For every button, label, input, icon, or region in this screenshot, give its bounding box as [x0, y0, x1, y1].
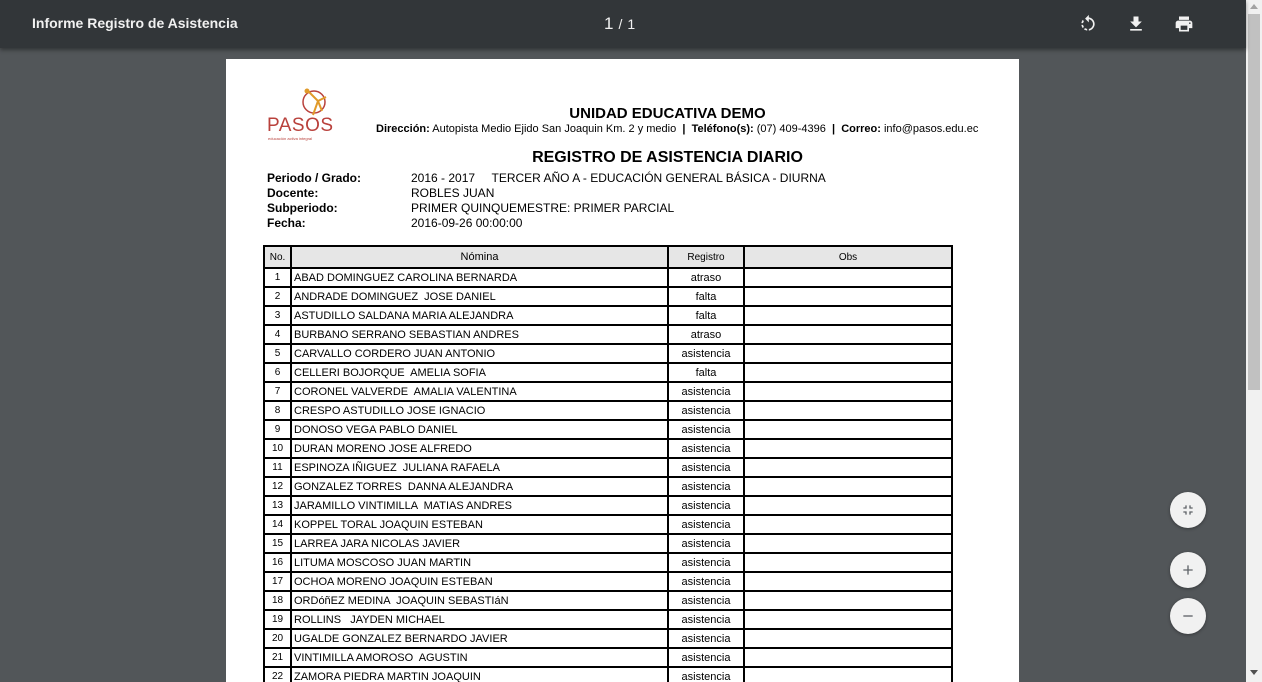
header-nomina: Nómina: [291, 246, 668, 268]
cell-no: 2: [264, 287, 291, 306]
download-button[interactable]: [1124, 12, 1148, 36]
cell-no: 7: [264, 382, 291, 401]
rotate-icon: [1078, 14, 1098, 34]
cell-obs: [744, 553, 952, 572]
cell-no: 19: [264, 610, 291, 629]
cell-obs: [744, 515, 952, 534]
fit-page-icon: [1180, 502, 1196, 518]
divider: |: [831, 123, 836, 135]
cell-nomina: ZAMORA PIEDRA MARTIN JOAQUIN: [291, 667, 668, 682]
cell-registro: falta: [668, 363, 744, 382]
attendance-table: [263, 245, 953, 682]
total-pages: 1: [627, 16, 636, 32]
cell-obs: [744, 477, 952, 496]
table-row: [264, 325, 952, 344]
meta-label: Docente:: [267, 186, 319, 200]
cell-nomina: BURBANO SERRANO SEBASTIAN ANDRES: [291, 325, 668, 344]
cell-obs: [744, 667, 952, 682]
cell-nomina: VINTIMILLA AMOROSO AGUSTIN: [291, 648, 668, 667]
zoom-out-button[interactable]: [1170, 598, 1206, 634]
meta-value: 2016-09-26 00:00:00: [411, 216, 523, 230]
cell-obs: [744, 382, 952, 401]
meta-value: PRIMER QUINQUEMESTRE: PRIMER PARCIAL: [411, 201, 675, 215]
table-header-row: [264, 246, 952, 268]
cell-nomina: GONZALEZ TORRES DANNA ALEJANDRA: [291, 477, 668, 496]
table-row: [264, 420, 952, 439]
cell-obs: [744, 401, 952, 420]
cell-nomina: LARREA JARA NICOLAS JAVIER: [291, 534, 668, 553]
cell-registro: asistencia: [668, 515, 744, 534]
header-no: No.: [264, 246, 291, 268]
table-row: [264, 382, 952, 401]
cell-no: 11: [264, 458, 291, 477]
cell-obs: [744, 572, 952, 591]
cell-no: 3: [264, 306, 291, 325]
cell-obs: [744, 325, 952, 344]
zoom-in-icon: [1180, 562, 1196, 578]
cell-obs: [744, 420, 952, 439]
download-icon: [1126, 14, 1146, 34]
document-title: Informe Registro de Asistencia: [32, 15, 238, 31]
table-body: [264, 268, 952, 682]
cell-registro: asistencia: [668, 382, 744, 401]
table-row: [264, 496, 952, 515]
pdf-toolbar: [0, 0, 1246, 48]
table-row: [264, 591, 952, 610]
cell-nomina: ASTUDILLO SALDANA MARIA ALEJANDRA: [291, 306, 668, 325]
cell-obs: [744, 439, 952, 458]
cell-obs: [744, 534, 952, 553]
cell-nomina: ANDRADE DOMINGUEZ JOSE DANIEL: [291, 287, 668, 306]
cell-nomina: LITUMA MOSCOSO JUAN MARTIN: [291, 553, 668, 572]
cell-nomina: ORDóñEZ MEDINA JOAQUIN SEBASTIáN: [291, 591, 668, 610]
print-icon: [1174, 14, 1194, 34]
cell-obs: [744, 591, 952, 610]
table-row: [264, 458, 952, 477]
cell-registro: asistencia: [668, 401, 744, 420]
cell-registro: falta: [668, 287, 744, 306]
cell-registro: atraso: [668, 268, 744, 287]
table-row: [264, 439, 952, 458]
table-row: [264, 268, 952, 287]
rotate-button[interactable]: [1076, 12, 1100, 36]
scrollbar-thumb[interactable]: [1248, 14, 1260, 390]
table-row: [264, 572, 952, 591]
table-row: [264, 477, 952, 496]
cell-nomina: ABAD DOMINGUEZ CAROLINA BERNARDA: [291, 268, 668, 287]
meta-value: 2016 - 2017 TERCER AÑO A - EDUCACIÓN GENERAL BÁSICA - DIURNA: [411, 171, 826, 185]
cell-no: 12: [264, 477, 291, 496]
logo-tagline: educación activa integral: [268, 136, 313, 141]
cell-no: 6: [264, 363, 291, 382]
cell-obs: [744, 610, 952, 629]
header-obs: Obs: [744, 246, 952, 268]
cell-registro: asistencia: [668, 648, 744, 667]
table-row: [264, 401, 952, 420]
zoom-out-icon: [1180, 608, 1196, 624]
cell-nomina: DURAN MORENO JOSE ALFREDO: [291, 439, 668, 458]
report-title: REGISTRO DE ASISTENCIA DIARIO: [532, 149, 803, 166]
meta-label: Subperiodo:: [267, 201, 338, 215]
cell-no: 17: [264, 572, 291, 591]
page-separator: /: [618, 16, 623, 32]
table-row: [264, 515, 952, 534]
table-row: [264, 610, 952, 629]
page-indicator: [604, 14, 635, 34]
cell-registro: asistencia: [668, 629, 744, 648]
table-row: [264, 667, 952, 682]
cell-registro: asistencia: [668, 667, 744, 682]
table-row: [264, 629, 952, 648]
cell-no: 16: [264, 553, 291, 572]
cell-obs: [744, 306, 952, 325]
cell-registro: asistencia: [668, 553, 744, 572]
cell-registro: asistencia: [668, 420, 744, 439]
logo-wordmark: PASOS: [267, 115, 334, 136]
zoom-in-button[interactable]: [1170, 552, 1206, 588]
cell-nomina: KOPPEL TORAL JOAQUIN ESTEBAN: [291, 515, 668, 534]
cell-registro: asistencia: [668, 572, 744, 591]
cell-registro: atraso: [668, 325, 744, 344]
cell-nomina: OCHOA MORENO JOAQUIN ESTEBAN: [291, 572, 668, 591]
cell-no: 21: [264, 648, 291, 667]
current-page[interactable]: 1: [604, 14, 614, 33]
cell-registro: asistencia: [668, 496, 744, 515]
cell-nomina: UGALDE GONZALEZ BERNARDO JAVIER: [291, 629, 668, 648]
cell-registro: asistencia: [668, 439, 744, 458]
scroll-down-arrow-icon[interactable]: [1250, 670, 1258, 675]
divider: |: [682, 123, 686, 135]
header-registro: Registro: [668, 246, 744, 268]
cell-registro: asistencia: [668, 591, 744, 610]
table-row: [264, 534, 952, 553]
scroll-up-arrow-icon[interactable]: [1250, 4, 1258, 9]
table-row: [264, 344, 952, 363]
cell-registro: asistencia: [668, 344, 744, 363]
cell-nomina: DONOSO VEGA PABLO DANIEL: [291, 420, 668, 439]
cell-no: 22: [264, 667, 291, 682]
meta-value: ROBLES JUAN: [411, 186, 495, 200]
table-row: [264, 553, 952, 572]
cell-nomina: ROLLINS JAYDEN MICHAEL: [291, 610, 668, 629]
cell-obs: [744, 344, 952, 363]
meta-label: Periodo / Grado:: [267, 171, 362, 185]
cell-no: 4: [264, 325, 291, 344]
cell-nomina: CELLERI BOJORQUE AMELIA SOFIA: [291, 363, 668, 382]
cell-obs: [744, 648, 952, 667]
school-name: UNIDAD EDUCATIVA DEMO: [569, 105, 766, 122]
table-row: [264, 648, 952, 667]
table-row: [264, 287, 952, 306]
email-label: Correo:: [841, 123, 881, 135]
table-row: [264, 306, 952, 325]
pdf-page: [226, 59, 1019, 682]
cell-no: 14: [264, 515, 291, 534]
cell-nomina: CARVALLO CORDERO JUAN ANTONIO: [291, 344, 668, 363]
table-row: [264, 363, 952, 382]
cell-registro: asistencia: [668, 610, 744, 629]
cell-no: 10: [264, 439, 291, 458]
cell-obs: [744, 458, 952, 477]
cell-obs: [744, 629, 952, 648]
cell-no: 20: [264, 629, 291, 648]
address-value: Autopista Medio Ejido San Joaquin Km. 2 y medio: [432, 123, 677, 135]
meta-label: Fecha:: [267, 216, 306, 230]
contact-line: [376, 123, 978, 135]
cell-obs: [744, 287, 952, 306]
cell-no: 9: [264, 420, 291, 439]
cell-nomina: CORONEL VALVERDE AMALIA VALENTINA: [291, 382, 668, 401]
cell-registro: asistencia: [668, 458, 744, 477]
print-button[interactable]: [1172, 12, 1196, 36]
cell-nomina: CRESPO ASTUDILLO JOSE IGNACIO: [291, 401, 668, 420]
cell-no: 1: [264, 268, 291, 287]
cell-registro: asistencia: [668, 534, 744, 553]
vertical-scrollbar[interactable]: [1246, 0, 1262, 682]
cell-no: 13: [264, 496, 291, 515]
cell-registro: falta: [668, 306, 744, 325]
cell-obs: [744, 363, 952, 382]
cell-no: 8: [264, 401, 291, 420]
cell-nomina: JARAMILLO VINTIMILLA MATIAS ANDRES: [291, 496, 668, 515]
address-label: Dirección:: [376, 123, 430, 135]
phone-label: Teléfono(s):: [691, 123, 754, 135]
cell-no: 15: [264, 534, 291, 553]
cell-obs: [744, 496, 952, 515]
cell-registro: asistencia: [668, 477, 744, 496]
cell-obs: [744, 268, 952, 287]
fit-page-button[interactable]: [1170, 492, 1206, 528]
cell-nomina: ESPINOZA IÑIGUEZ JULIANA RAFAELA: [291, 458, 668, 477]
phone-value: (07) 409-4396: [756, 123, 826, 135]
cell-no: 5: [264, 344, 291, 363]
email-value: info@pasos.edu.ec: [883, 123, 979, 135]
cell-no: 18: [264, 591, 291, 610]
